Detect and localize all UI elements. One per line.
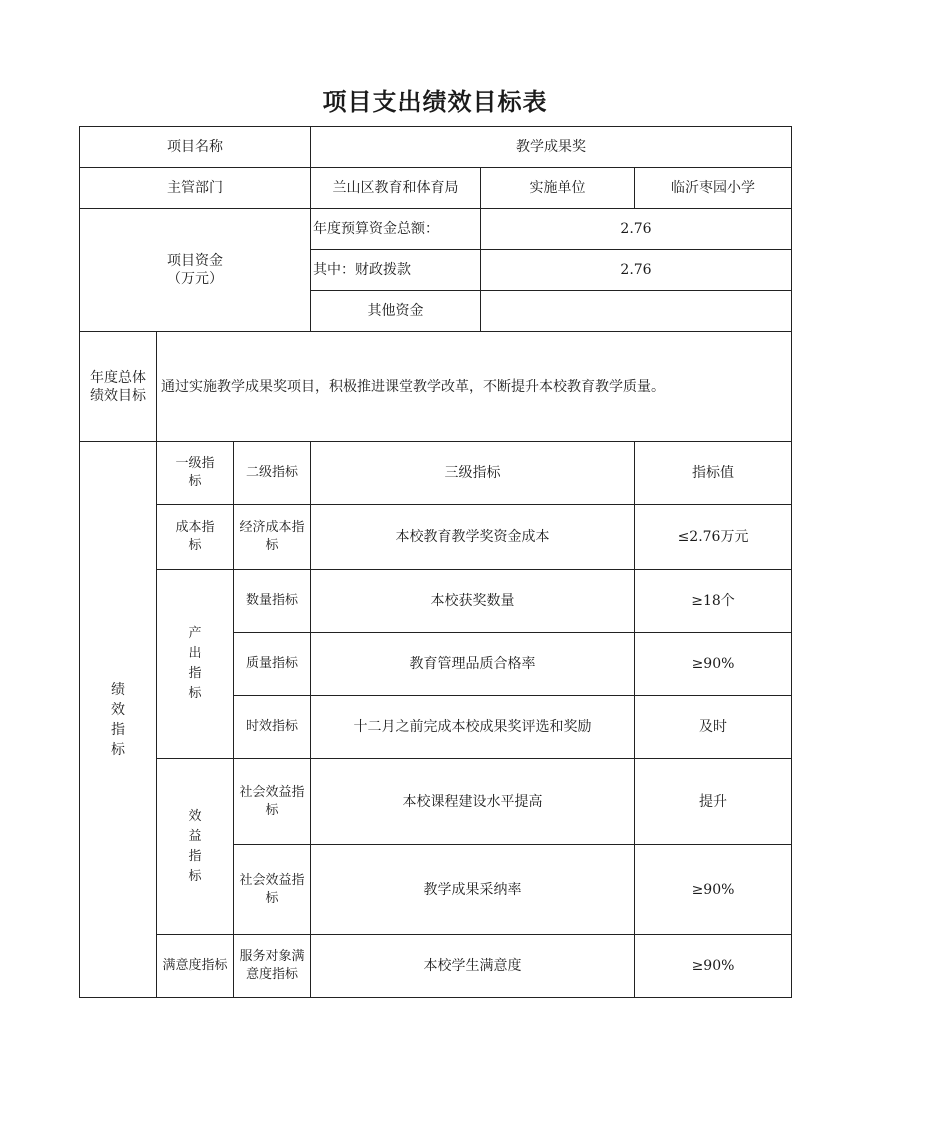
cell-level2: 社会效益指标: [234, 759, 311, 845]
cell-level1-benefit: 效益指标: [157, 759, 234, 935]
label-department: 主管部门: [80, 168, 311, 209]
cell-value: ≤2.76万元: [635, 505, 792, 570]
header-level3: 三级指标: [311, 442, 635, 505]
cell-value: ≥18个: [635, 570, 792, 633]
cell-level3: 本校获奖数量: [311, 570, 635, 633]
label-project-name: 项目名称: [80, 127, 311, 168]
label-annual-budget: 年度预算资金总额：: [311, 209, 481, 250]
page-title: 项目支出绩效目标表: [322, 87, 548, 116]
cell-level2: 社会效益指标: [234, 845, 311, 935]
label-other-funds: 其他资金: [311, 291, 481, 332]
cell-level1-output: 产出指标: [157, 570, 234, 759]
cell-value: ≥90%: [635, 935, 792, 998]
value-project-name: 教学成果奖: [311, 127, 792, 168]
value-annual-budget: 2.76: [481, 209, 792, 250]
cell-level3: 十二月之前完成本校成果奖评选和奖励: [311, 696, 635, 759]
cell-level3: 本校课程建设水平提高: [311, 759, 635, 845]
label-fiscal: 其中：财政拨款: [311, 250, 481, 291]
label-performance: 绩效指标: [80, 442, 157, 998]
header-level2: 二级指标: [234, 442, 311, 505]
cell-level1-satisfaction: 满意度指标: [157, 935, 234, 998]
header-indicator-value: 指标值: [635, 442, 792, 505]
cell-level3: 本校教育教学奖资金成本: [311, 505, 635, 570]
cell-level2: 数量指标: [234, 570, 311, 633]
value-department: 兰山区教育和体育局: [311, 168, 481, 209]
label-impl-unit: 实施单位: [481, 168, 635, 209]
cell-value: ≥90%: [635, 633, 792, 696]
performance-goal-table: [79, 126, 792, 998]
cell-value: ≥90%: [635, 845, 792, 935]
value-other-funds: [481, 291, 792, 332]
header-level1: 一级指标: [157, 442, 234, 505]
cell-level2: 服务对象满意度指标: [234, 935, 311, 998]
cell-level3: 本校学生满意度: [311, 935, 635, 998]
cell-level1-cost: 成本指标: [157, 505, 234, 570]
value-annual-goal: 通过实施教学成果奖项目，积极推进课堂教学改革，不断提升本校教育教学质量。: [157, 332, 792, 442]
label-annual-goal: 年度总体绩效目标: [80, 332, 157, 442]
cell-level3: 教育管理品质合格率: [311, 633, 635, 696]
cell-level2: 时效指标: [234, 696, 311, 759]
label-funds: 项目资金 （万元）: [80, 209, 311, 332]
cell-level2: 经济成本指标: [234, 505, 311, 570]
cell-value: 提升: [635, 759, 792, 845]
value-fiscal: 2.76: [481, 250, 792, 291]
cell-level2: 质量指标: [234, 633, 311, 696]
value-impl-unit: 临沂枣园小学: [635, 168, 792, 209]
cell-level3: 教学成果采纳率: [311, 845, 635, 935]
cell-value: 及时: [635, 696, 792, 759]
